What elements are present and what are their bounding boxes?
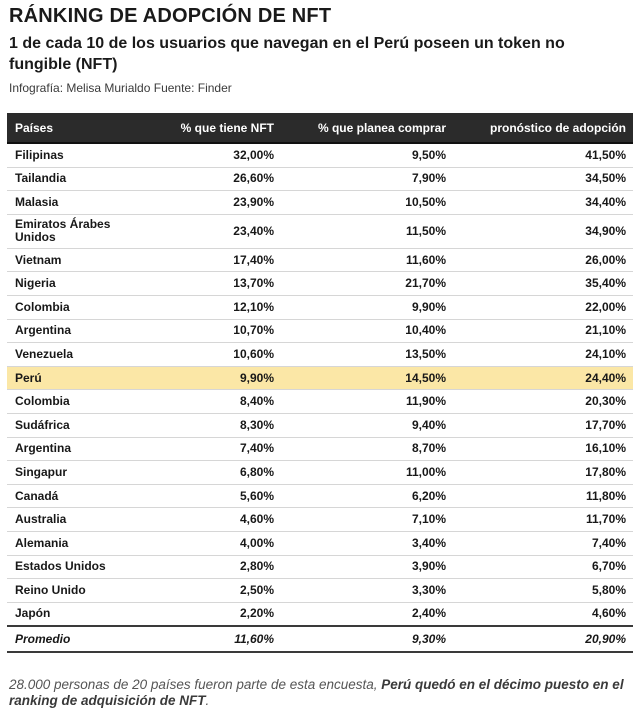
table-row bbox=[7, 461, 633, 485]
plans-to-buy-cell: 11,90% bbox=[281, 390, 453, 414]
adoption-forecast-cell: 17,70% bbox=[453, 413, 633, 437]
plans-to-buy-cell: 2,40% bbox=[281, 602, 453, 626]
table-row bbox=[7, 319, 633, 343]
plans-to-buy-cell: 13,50% bbox=[281, 343, 453, 367]
country-cell: Vietnam bbox=[7, 248, 157, 272]
country-cell: Malasia bbox=[7, 191, 157, 215]
country-cell: Estados Unidos bbox=[7, 555, 157, 579]
country-cell: Alemania bbox=[7, 531, 157, 555]
country-cell: Sudáfrica bbox=[7, 413, 157, 437]
table-row bbox=[7, 484, 633, 508]
table-row bbox=[7, 531, 633, 555]
adoption-forecast-cell: 35,40% bbox=[453, 272, 633, 296]
has-nft-cell: 13,70% bbox=[157, 272, 281, 296]
has-nft-cell: 8,40% bbox=[157, 390, 281, 414]
plans-to-buy-cell: 9,50% bbox=[281, 143, 453, 167]
table-body bbox=[7, 143, 633, 626]
average-has-nft: 11,60% bbox=[157, 626, 281, 652]
table-row bbox=[7, 343, 633, 367]
footnote-emphasis: Perú quedó en el décimo puesto en el ranking de adquisición de NFT bbox=[9, 677, 624, 708]
plans-to-buy-cell: 3,40% bbox=[281, 531, 453, 555]
has-nft-cell: 6,80% bbox=[157, 461, 281, 485]
table-row bbox=[7, 390, 633, 414]
country-cell: Japón bbox=[7, 602, 157, 626]
nft-ranking-table bbox=[7, 113, 633, 653]
table-row bbox=[7, 214, 633, 248]
plans-to-buy-cell: 9,40% bbox=[281, 413, 453, 437]
average-row bbox=[7, 626, 633, 652]
table-row bbox=[7, 602, 633, 626]
plans-to-buy-cell: 11,60% bbox=[281, 248, 453, 272]
country-cell: Colombia bbox=[7, 295, 157, 319]
plans-to-buy-cell: 3,90% bbox=[281, 555, 453, 579]
plans-to-buy-cell: 6,20% bbox=[281, 484, 453, 508]
table-row bbox=[7, 248, 633, 272]
country-cell: Singapur bbox=[7, 461, 157, 485]
adoption-forecast-cell: 11,80% bbox=[453, 484, 633, 508]
plans-to-buy-cell: 9,90% bbox=[281, 295, 453, 319]
has-nft-cell: 4,60% bbox=[157, 508, 281, 532]
plans-to-buy-cell: 7,10% bbox=[281, 508, 453, 532]
has-nft-cell: 10,70% bbox=[157, 319, 281, 343]
has-nft-cell: 2,80% bbox=[157, 555, 281, 579]
country-cell: Australia bbox=[7, 508, 157, 532]
has-nft-cell: 12,10% bbox=[157, 295, 281, 319]
plans-to-buy-cell: 11,50% bbox=[281, 214, 453, 248]
adoption-forecast-cell: 22,00% bbox=[453, 295, 633, 319]
adoption-forecast-cell: 16,10% bbox=[453, 437, 633, 461]
has-nft-cell: 2,50% bbox=[157, 579, 281, 603]
has-nft-cell: 26,60% bbox=[157, 167, 281, 191]
adoption-forecast-cell: 4,60% bbox=[453, 602, 633, 626]
plans-to-buy-cell: 3,30% bbox=[281, 579, 453, 603]
has-nft-cell: 23,40% bbox=[157, 214, 281, 248]
has-nft-cell: 4,00% bbox=[157, 531, 281, 555]
average-adoption-forecast: 20,90% bbox=[453, 626, 633, 652]
plans-to-buy-cell: 21,70% bbox=[281, 272, 453, 296]
country-cell: Reino Unido bbox=[7, 579, 157, 603]
adoption-forecast-cell: 26,00% bbox=[453, 248, 633, 272]
adoption-forecast-cell: 34,40% bbox=[453, 191, 633, 215]
table-row bbox=[7, 413, 633, 437]
adoption-forecast-cell: 24,40% bbox=[453, 366, 633, 390]
table-row bbox=[7, 295, 633, 319]
country-cell: Argentina bbox=[7, 319, 157, 343]
footnote bbox=[9, 677, 635, 709]
adoption-forecast-cell: 24,10% bbox=[453, 343, 633, 367]
table-row bbox=[7, 366, 633, 390]
has-nft-cell: 32,00% bbox=[157, 143, 281, 167]
average-plans-to-buy: 9,30% bbox=[281, 626, 453, 652]
adoption-forecast-cell: 6,70% bbox=[453, 555, 633, 579]
country-cell: Emiratos Árabes Unidos bbox=[7, 214, 157, 248]
average-label: Promedio bbox=[7, 626, 157, 652]
country-cell: Perú bbox=[7, 366, 157, 390]
table-footer bbox=[7, 626, 633, 652]
table-row bbox=[7, 167, 633, 191]
plans-to-buy-cell: 10,40% bbox=[281, 319, 453, 343]
adoption-forecast-cell: 21,10% bbox=[453, 319, 633, 343]
plans-to-buy-cell: 14,50% bbox=[281, 366, 453, 390]
country-cell: Canadá bbox=[7, 484, 157, 508]
has-nft-cell: 7,40% bbox=[157, 437, 281, 461]
adoption-forecast-cell: 41,50% bbox=[453, 143, 633, 167]
has-nft-cell: 2,20% bbox=[157, 602, 281, 626]
adoption-forecast-cell: 5,80% bbox=[453, 579, 633, 603]
country-cell: Filipinas bbox=[7, 143, 157, 167]
header-row bbox=[7, 113, 633, 143]
table-row bbox=[7, 272, 633, 296]
country-cell: Venezuela bbox=[7, 343, 157, 367]
plans-to-buy-cell: 7,90% bbox=[281, 167, 453, 191]
header-has-nft: % que tiene NFT bbox=[157, 113, 281, 143]
table-row bbox=[7, 555, 633, 579]
header-plans-to-buy: % que planea comprar bbox=[281, 113, 453, 143]
table-row bbox=[7, 508, 633, 532]
adoption-forecast-cell: 17,80% bbox=[453, 461, 633, 485]
country-cell: Argentina bbox=[7, 437, 157, 461]
adoption-forecast-cell: 20,30% bbox=[453, 390, 633, 414]
table-row bbox=[7, 191, 633, 215]
country-cell: Colombia bbox=[7, 390, 157, 414]
page-title: RÁNKING DE ADOPCIÓN DE NFT bbox=[9, 5, 332, 27]
plans-to-buy-cell: 8,70% bbox=[281, 437, 453, 461]
has-nft-cell: 10,60% bbox=[157, 343, 281, 367]
has-nft-cell: 8,30% bbox=[157, 413, 281, 437]
adoption-forecast-cell: 7,40% bbox=[453, 531, 633, 555]
adoption-forecast-cell: 34,50% bbox=[453, 167, 633, 191]
adoption-forecast-cell: 34,90% bbox=[453, 214, 633, 248]
table-header bbox=[7, 113, 633, 143]
header-adoption-forecast: pronóstico de adopción bbox=[453, 113, 633, 143]
footnote-end: . bbox=[205, 693, 210, 708]
table-row bbox=[7, 579, 633, 603]
adoption-forecast-cell: 11,70% bbox=[453, 508, 633, 532]
has-nft-cell: 17,40% bbox=[157, 248, 281, 272]
country-cell: Nigeria bbox=[7, 272, 157, 296]
table-row bbox=[7, 437, 633, 461]
header-country: Países bbox=[7, 113, 157, 143]
byline: Infografía: Melisa Murialdo Fuente: Finder bbox=[9, 81, 232, 95]
plans-to-buy-cell: 11,00% bbox=[281, 461, 453, 485]
footnote-text: 28.000 personas de 20 países fueron parte de esta encuesta, bbox=[9, 677, 382, 692]
has-nft-cell: 9,90% bbox=[157, 366, 281, 390]
page-subtitle: 1 de cada 10 de los usuarios que navegan en el Perú poseen un token no fungible (NFT) bbox=[9, 35, 565, 73]
country-cell: Tailandia bbox=[7, 167, 157, 191]
has-nft-cell: 23,90% bbox=[157, 191, 281, 215]
has-nft-cell: 5,60% bbox=[157, 484, 281, 508]
table-row bbox=[7, 143, 633, 167]
plans-to-buy-cell: 10,50% bbox=[281, 191, 453, 215]
